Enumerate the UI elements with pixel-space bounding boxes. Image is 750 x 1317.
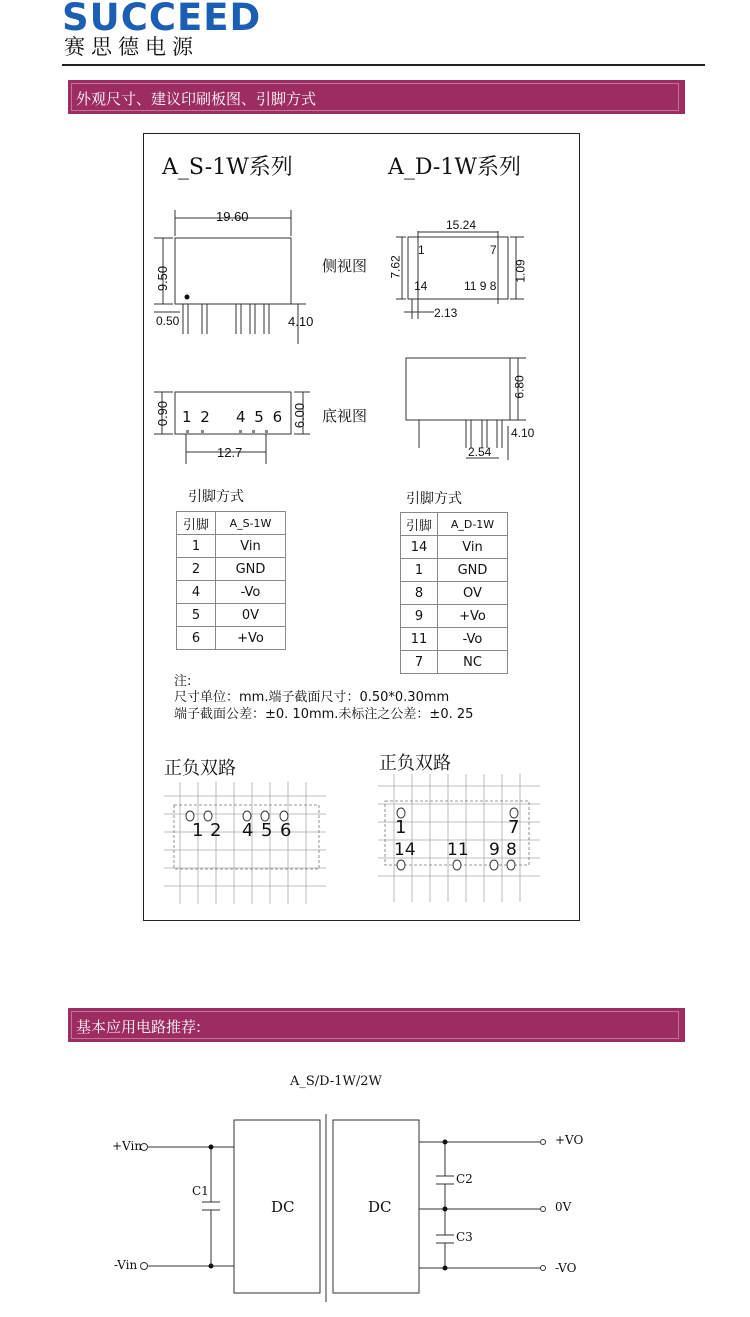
section-title-dimensions [68,80,685,114]
label-out-pos: +VO [555,1133,584,1147]
dim-as-height: 9.50 [155,265,171,292]
table-cell: Vin [438,536,508,559]
pcb-ad-pin-11: 11 [447,840,469,860]
label-c1: C1 [192,1184,209,1198]
table-cell: 9 [401,605,438,628]
pcb-ad-pin-9: 9 [489,840,500,860]
table-cell: 1 [401,559,438,582]
ad-pin-14: 14 [414,279,428,293]
pcb-title-as: 正负双路 [164,758,236,779]
table-cell: 1 [177,535,216,558]
label-out-neg: -VO [555,1261,577,1275]
ad-pin-7: 7 [490,243,497,257]
as-bottom-pins-right: 4 5 6 [236,408,285,426]
label-c2: C2 [456,1172,473,1186]
pcb-as-pin-2: 2 [210,820,222,841]
table-cell: GND [216,558,286,581]
table-cell: -Vo [438,628,508,651]
label-vin-pos: +Vin [112,1139,143,1153]
label-dc-left: DC [271,1198,295,1216]
ad-pins-11-9-8: 11 9 8 [464,279,497,293]
pcb-ad-pin-7: 7 [508,817,520,838]
application-circuit [0,1060,750,1310]
model-title-as: A_S-1W系列 [162,155,293,180]
table-cell: 6 [177,627,216,650]
pin-table-as-title: 引脚方式 [188,489,244,505]
pin-table-ad-header-pin: 引脚 [401,513,438,536]
table-cell: NC [438,651,508,674]
dim-as-pin-length: 4.10 [288,314,314,329]
dim-ad-pitch: 15.24 [446,218,477,232]
table-cell: 2 [177,558,216,581]
as-bottom-pins-left: 1 2 [182,408,212,426]
table-cell: 5 [177,604,216,627]
dim-as-pin-span: 12.7 [217,445,243,460]
dim-ad-pin-length: 4.10 [511,426,535,440]
label-out-zero: 0V [555,1200,572,1214]
circuit-schematic [0,1060,750,1310]
pcb-ad-pin-8: 8 [506,840,517,860]
pcb-grids [144,134,581,922]
section-title-text: 外观尺寸、建议印刷板图、引脚方式 [76,90,317,108]
table-cell: -Vo [216,581,286,604]
table-cell: Vin [216,535,286,558]
table-cell: OV [438,582,508,605]
pin-table-as-header-model: A_S-1W [216,512,286,535]
label-dc-right: DC [368,1198,392,1216]
pcb-as-pin-5: 5 [261,820,273,841]
model-title-ad: A_D-1W系列 [388,155,521,180]
notes-label: 注: [174,674,192,689]
label-vin-neg: -Vin [114,1258,138,1272]
section-title-application [68,1008,685,1042]
header-divider [62,64,705,66]
notes-line-2: 端子截面公差：±0. 10mm.未标注之公差：±0. 25 [174,707,474,722]
pcb-as-pin-4: 4 [242,820,254,841]
dim-ad-pin-pitch: 2.54 [468,445,492,459]
table-cell: 7 [401,651,438,674]
pcb-ad-pin-1: 1 [395,817,407,838]
dim-ad-offset: 2.13 [434,306,458,320]
dim-as-pin-width: 0.50 [156,314,180,328]
label-bottom-view: 底视图 [322,407,368,425]
pcb-ad-pin-14: 14 [394,840,416,860]
label-c3: C3 [456,1230,473,1244]
dim-as-width: 6.00 [292,402,308,429]
notes-line-1: 尺寸单位：mm.端子截面尺寸：0.50*0.30mm [174,690,450,705]
dim-as-length: 19.60 [216,209,249,224]
ad-pin-1: 1 [418,243,425,257]
pcb-title-ad: 正负双路 [379,753,451,774]
dim-ad-side: 1.09 [513,259,528,283]
brand-chinese-name: 赛思德电源 [64,35,199,59]
table-cell: GND [438,559,508,582]
pin-table-as-header-pin: 引脚 [177,512,216,535]
section-title-text: 基本应用电路推荐: [76,1018,202,1036]
pin-table-ad-header-model: A_D-1W [438,513,508,536]
brand-logo: SUCCEED [62,0,262,39]
dim-as-bottom-height: 0.90 [155,400,171,427]
dim-ad-height: 7.62 [388,255,403,279]
table-cell: 0V [216,604,286,627]
table-cell: +Vo [438,605,508,628]
drawing-panel [143,133,580,921]
pcb-as-pin-1: 1 [192,820,204,841]
table-cell: 8 [401,582,438,605]
pin-table-ad-title: 引脚方式 [406,491,462,507]
table-cell: 11 [401,628,438,651]
label-side-view: 侧视图 [322,257,368,275]
table-cell: 4 [177,581,216,604]
pcb-as-pin-6: 6 [280,820,292,841]
table-cell: +Vo [216,627,286,650]
dim-ad-body-height: 6.80 [512,375,527,399]
circuit-title: A_S/D-1W/2W [290,1074,382,1089]
table-cell: 14 [401,536,438,559]
